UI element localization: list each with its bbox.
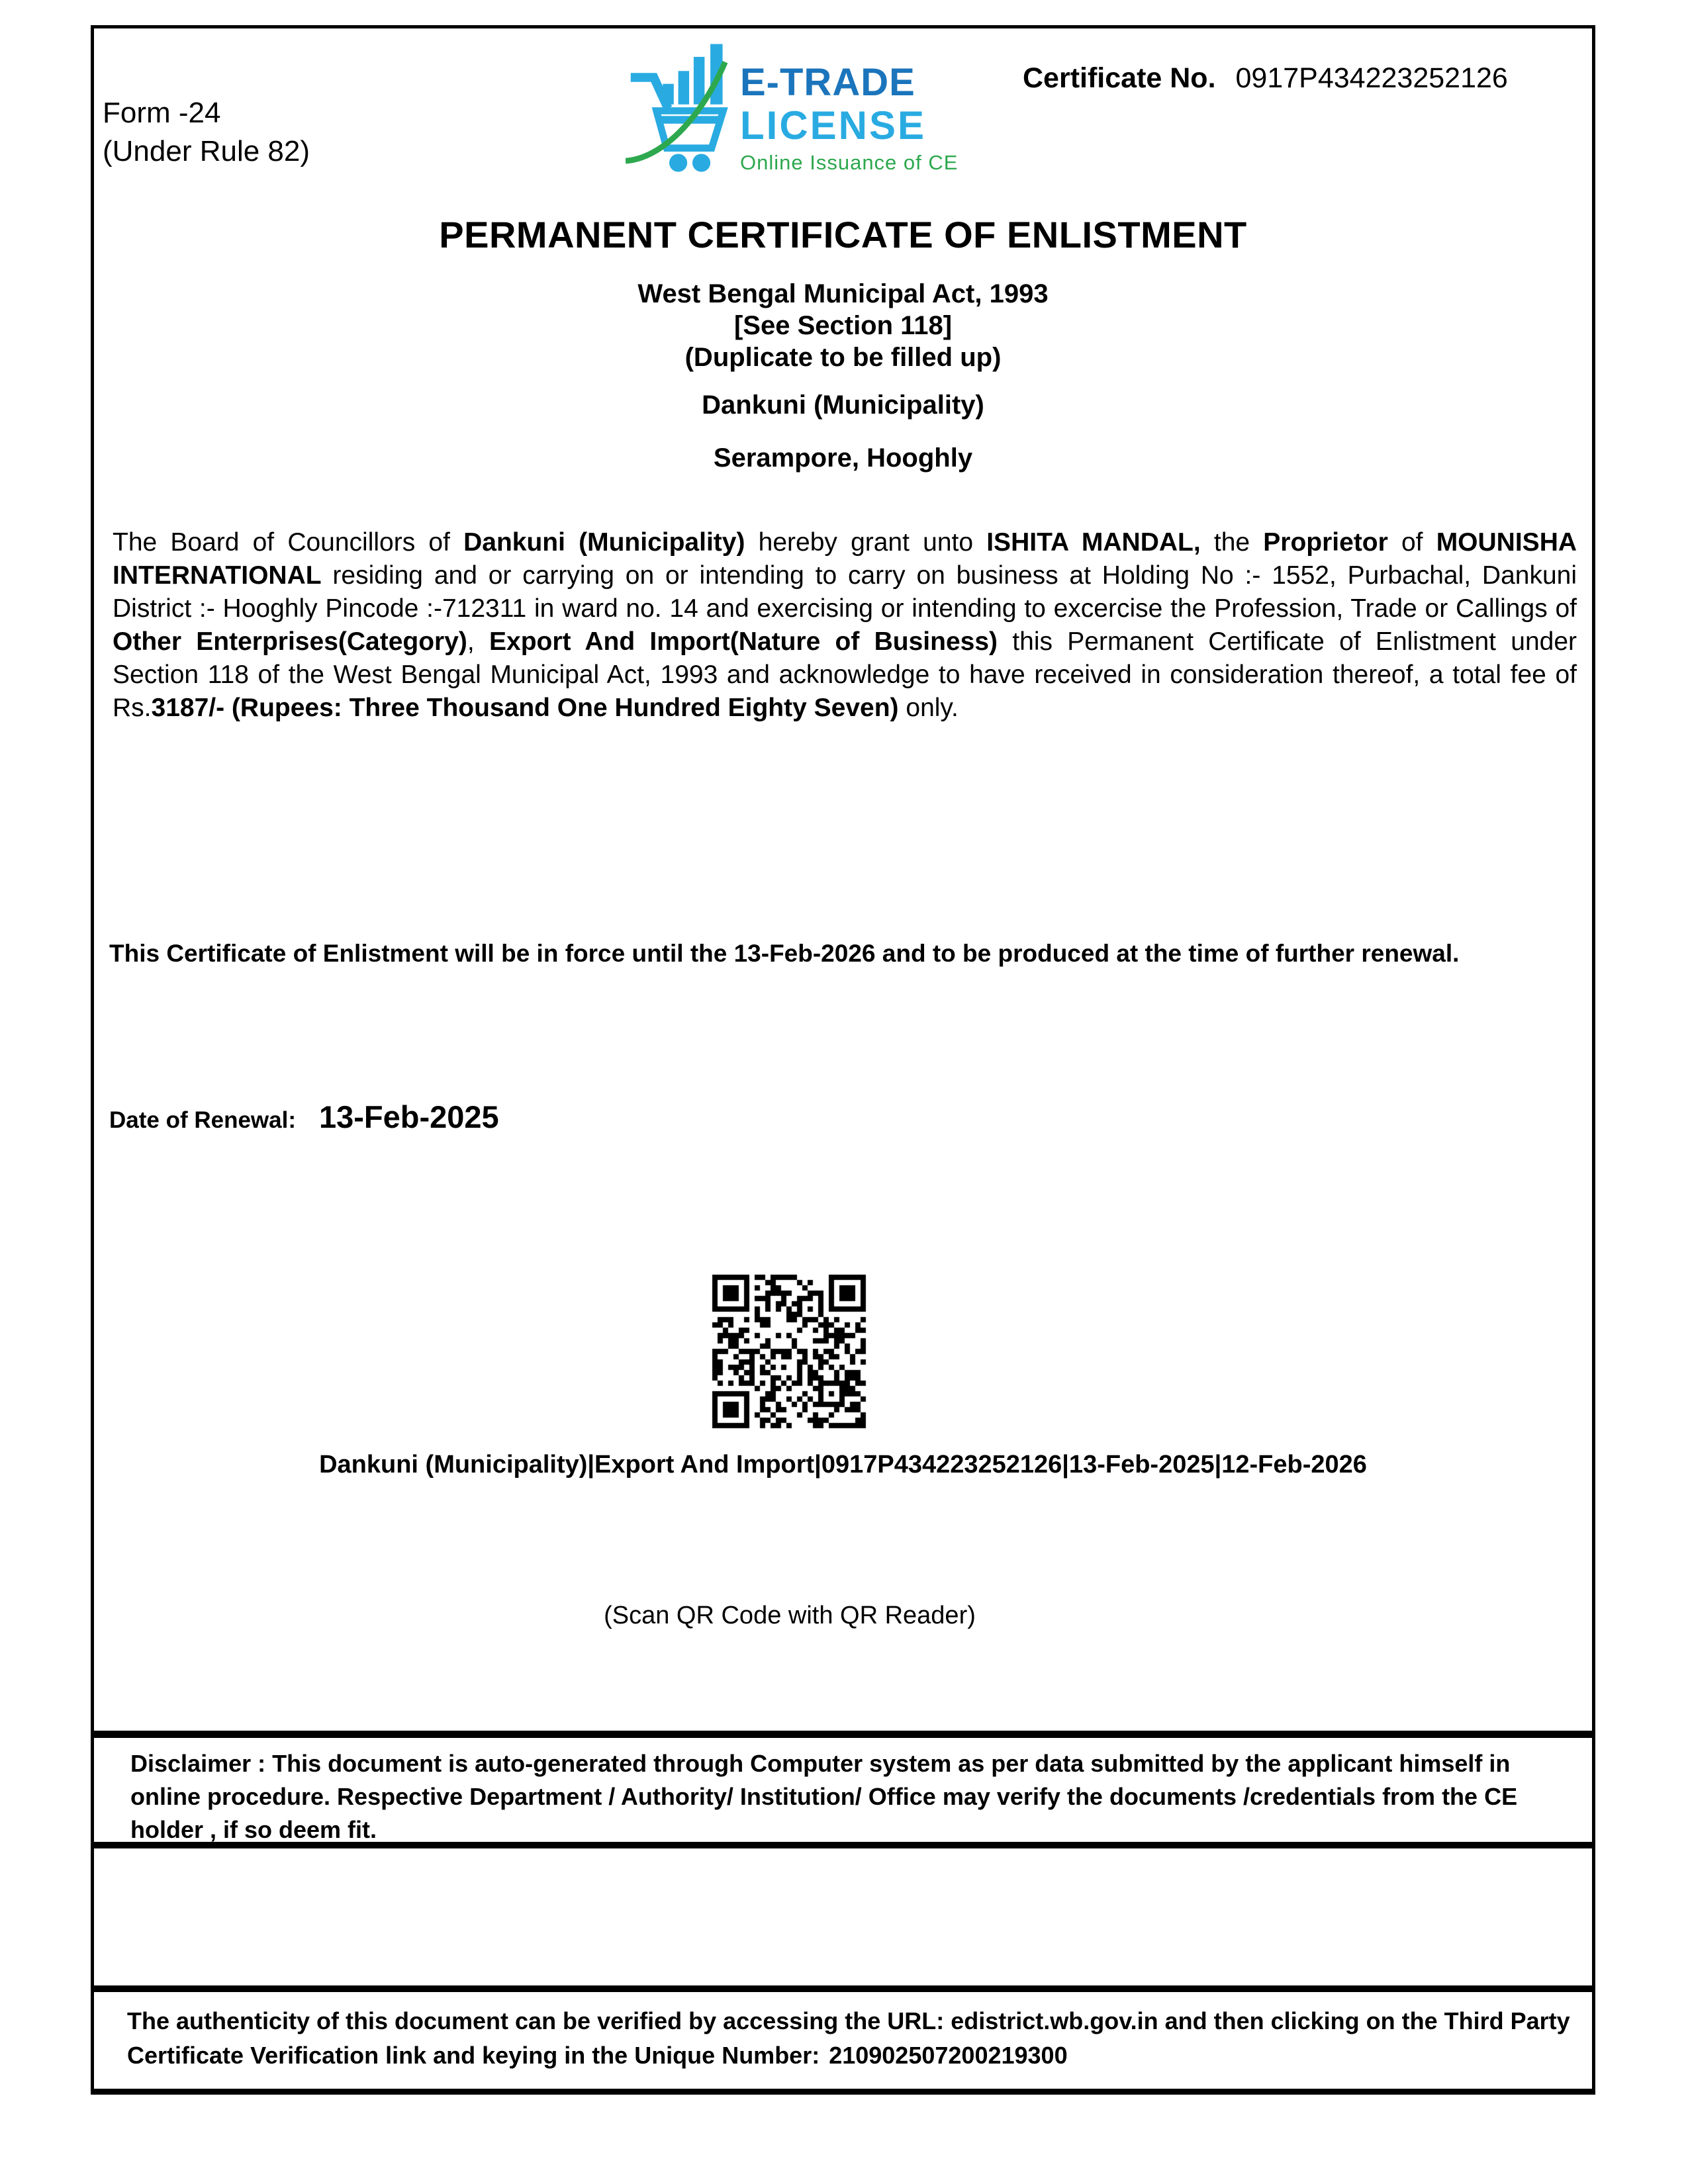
verification-instructions: The authenticity of this document can be verified by accessing the URL: edistrict.wb.gov.in and then clicking on the Third Party Certificate Verification link and keying in the Unique Number:	[127, 2007, 1570, 2069]
renewal-date: 13-Feb-2025	[319, 1099, 499, 1134]
unique-number: 210902507200219300	[829, 2042, 1068, 2069]
logo-tagline: Online Issuance of CE	[740, 151, 959, 174]
municipality-line: Dankuni (Municipality)	[702, 390, 984, 420]
validity-line: This Certificate of Enlistment will be in force until the 13-Feb-2026 and to be produced at the time of further renewal.	[109, 940, 1460, 967]
document-title: PERMANENT CERTIFICATE OF ENLISTMENT	[439, 214, 1247, 255]
certificate-number-label: Certificate No.	[1023, 62, 1216, 94]
form-number-block	[103, 94, 310, 171]
logo-etrade-text: E-TRADE	[740, 61, 915, 104]
logo-license-text: LICENSE	[740, 103, 927, 148]
section-line: [See Section 118]	[733, 311, 953, 340]
form-number: Form -24	[103, 97, 221, 129]
renewal-block	[109, 1099, 499, 1135]
disclaimer-text: Disclaimer : This document is auto-generated through Computer system as per data submitted by the applicant himself in online procedure. Respective Department / Authority/ Institution/ Office may verify the documents /credentials from the CE holder , if so deem fit.	[130, 1750, 1518, 1843]
grant-paragraph: The Board of Councillors of Dankuni (Municipality) hereby grant unto ISHITA MANDAL, the Proprietor of MOUNISHA INTERNATIONAL residing and or carrying on or intending to carry on business at Holding No :- 1552, Purbachal, Dankuni District :- Hooghly Pincode :-712311 in ward no. 14 and exercising or intending to excercise the Profession, Trade or Callings of Other Enterprises(Category), Export And Import(Nature of Business) this Permanent Certificate of Enlistment under Section 118 of the West Bengal Municipal Act, 1993 and acknowledge to have received in consideration thereof, a total fee of Rs.3187/- (Rupees: Three Thousand One Hundred Eighty Seven) only.	[113, 528, 1577, 722]
logo-wordmark	[740, 61, 959, 174]
qr-scan-hint: (Scan QR Code with QR Reader)	[604, 1602, 976, 1629]
certificate-number-value: 0917P434223252126	[1235, 62, 1508, 94]
signature-empty-box	[91, 1845, 1595, 1989]
verification-text	[127, 2004, 1570, 2073]
etrade-license-logo	[626, 44, 958, 176]
form-rule: (Under Rule 82)	[103, 135, 310, 167]
act-line: West Bengal Municipal Act, 1993	[637, 279, 1049, 308]
renewal-label: Date of Renewal:	[109, 1107, 296, 1133]
shopping-cart-icon	[626, 44, 735, 176]
district-line: Serampore, Hooghly	[713, 443, 973, 473]
duplicate-line: (Duplicate to be filled up)	[684, 343, 1002, 372]
certificate-number-block	[1023, 62, 1508, 95]
qr-code	[712, 1274, 867, 1430]
qr-caption: Dankuni (Municipality)|Export And Import|0917P434223252126|13-Feb-2025|12-Feb-2026	[319, 1451, 1367, 1479]
